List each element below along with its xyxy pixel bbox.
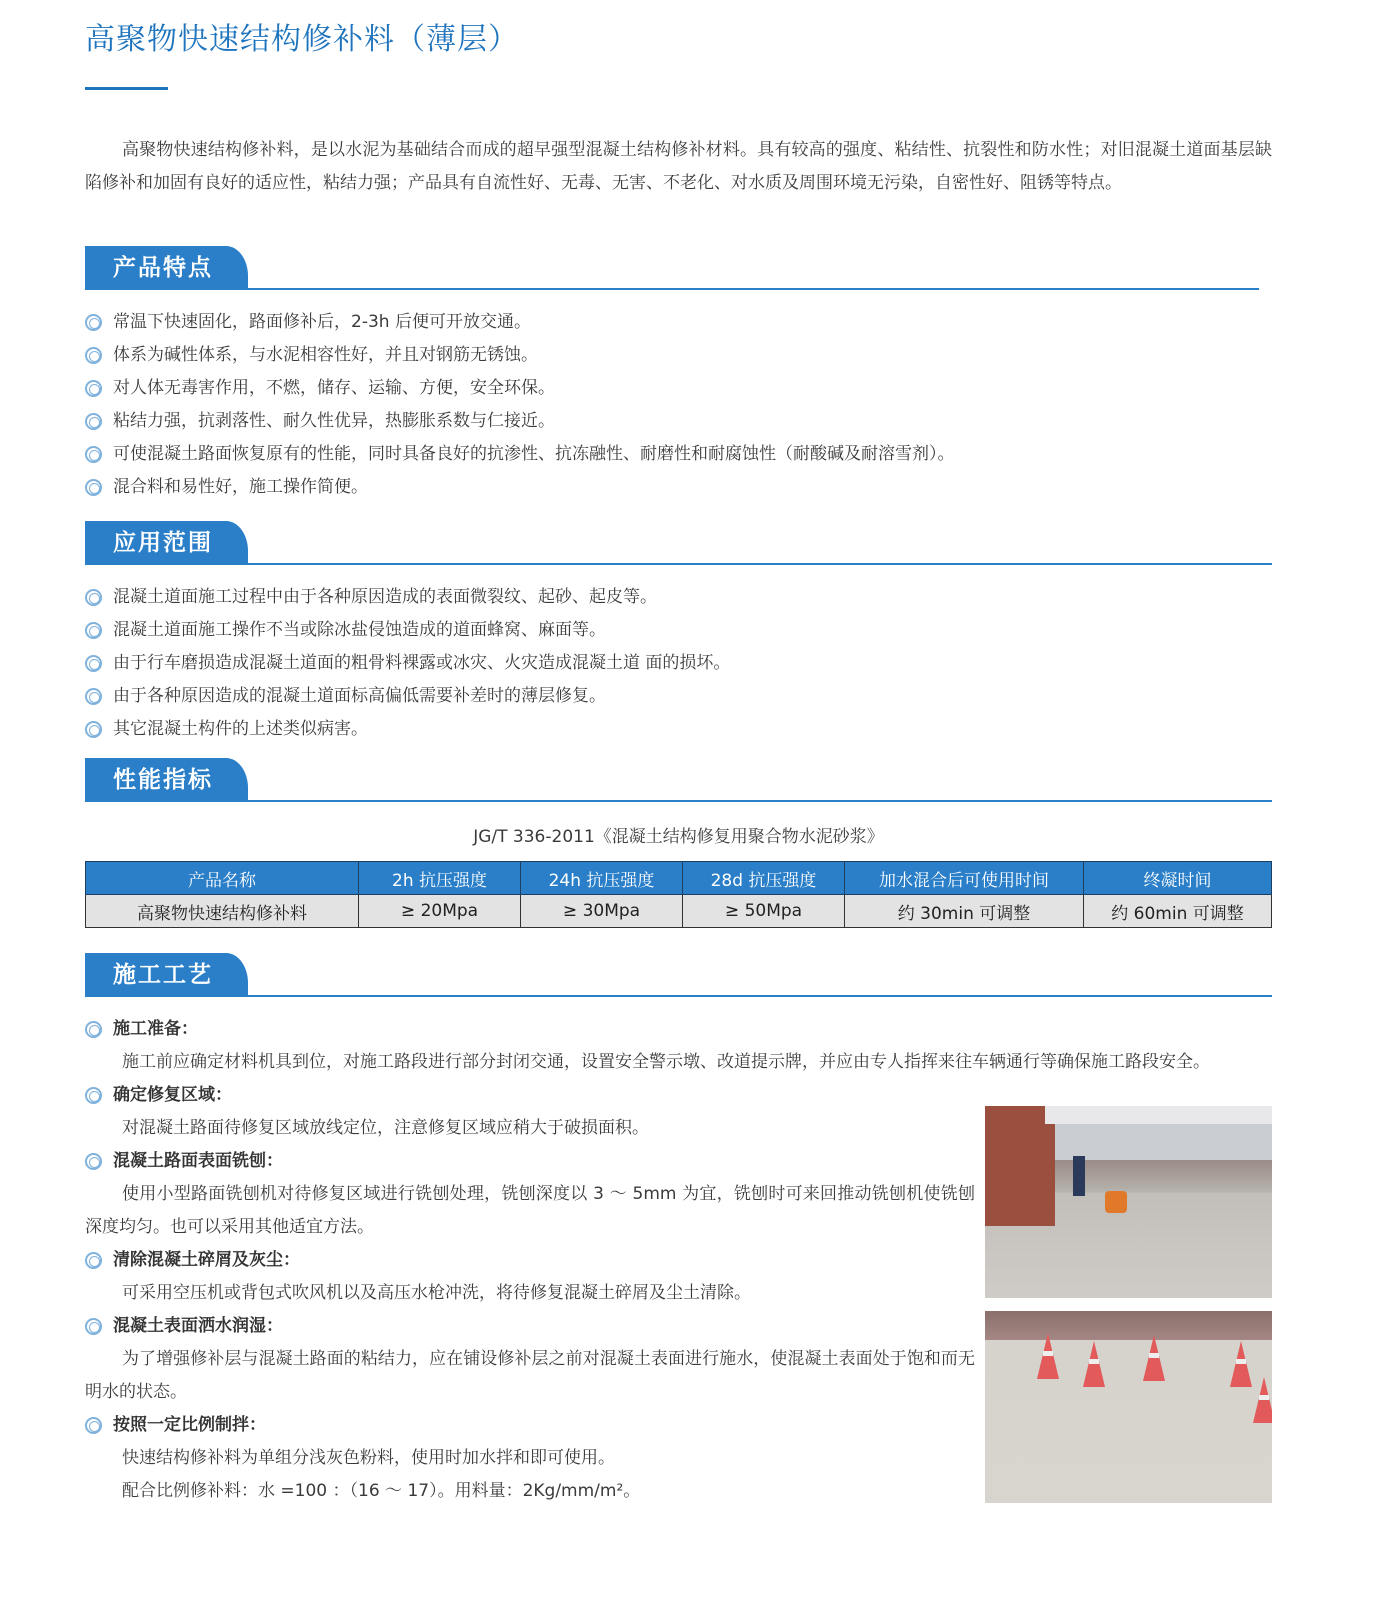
canopy-shape [1045, 1106, 1272, 1124]
step-title-text: 按照一定比例制拌： [113, 1415, 266, 1435]
list-item [85, 372, 1272, 405]
circle-bullet-icon [85, 1318, 102, 1335]
list-item [85, 438, 1272, 471]
step-title-text: 清除混凝土碎屑及灰尘： [113, 1250, 300, 1270]
circle-bullet-icon [85, 1153, 102, 1170]
column-header: 产品名称 [86, 862, 359, 895]
performance-section [85, 758, 1272, 928]
circle-bullet-icon [85, 380, 102, 397]
circle-bullet-icon [85, 655, 102, 672]
circle-bullet-icon [85, 1087, 102, 1104]
step-title-text: 确定修复区域： [113, 1085, 232, 1105]
step-description: 使用小型路面铣刨机对待修复区域进行铣刨处理，铣刨深度以 3 ～ 5mm 为宜，铣刨时可来回推动铣刨机使铣刨深度均匀。也可以采用其他适宜方法。 [85, 1184, 975, 1237]
scope-list [85, 581, 1272, 746]
column-header: 终凝时间 [1084, 862, 1272, 895]
list-item [85, 339, 1272, 372]
section-title: 性能指标 [85, 758, 248, 802]
list-item-text: 由于各种原因造成的混凝土道面标高偏低需要补差时的薄层修复。 [113, 686, 606, 706]
circle-bullet-icon [85, 314, 102, 331]
step-description: 快速结构修补料为单组分浅灰色粉料，使用时加水拌和即可使用。 [122, 1448, 615, 1468]
table-cell: 高聚物快速结构修补料 [86, 895, 359, 928]
section-title: 应用范围 [85, 521, 248, 565]
step-description: 对混凝土路面待修复区域放线定位，注意修复区域应稍大于破损面积。 [122, 1118, 649, 1138]
section-header [85, 953, 1272, 997]
list-item [85, 581, 1272, 614]
list-item-text: 由于行车磨损造成混凝土道面的粗骨料裸露或冰灾、火灾造成混凝土道 面的损坏。 [113, 653, 731, 673]
circle-bullet-icon [85, 688, 102, 705]
section-title: 产品特点 [85, 246, 248, 290]
list-item-text: 对人体无毒害作用，不燃，储存、运输、方便，安全环保。 [113, 378, 555, 398]
circle-bullet-icon [85, 721, 102, 738]
step-title [85, 1013, 1272, 1046]
table-cell: 约 30min 可调整 [845, 895, 1084, 928]
step-title-text: 施工准备： [113, 1019, 198, 1039]
list-item-text: 粘结力强，抗剥落性、耐久性优异，热膨胀系数与仁接近。 [113, 411, 555, 431]
table-header-row [86, 862, 1272, 895]
column-header: 28d 抗压强度 [683, 862, 845, 895]
circle-bullet-icon [85, 479, 102, 496]
list-item [85, 647, 1272, 680]
circle-bullet-icon [85, 1021, 102, 1038]
list-item-text: 体系为碱性体系，与水泥相容性好，并且对钢筋无锈蚀。 [113, 345, 538, 365]
circle-bullet-icon [85, 413, 102, 430]
construction-photo-workers [985, 1106, 1272, 1298]
features-list [85, 306, 1272, 504]
list-item-text: 可使混凝土路面恢复原有的性能，同时具备良好的抗渗性、抗冻融性、耐磨性和耐腐蚀性（耐酸碱及耐溶雪剂）。 [113, 444, 955, 464]
step-description: 配合比例修补料：水 =100 ：（16 ～ 17）。用料量：2Kg/mm/m²。 [122, 1481, 641, 1501]
column-header: 加水混合后可使用时间 [845, 862, 1084, 895]
circle-bullet-icon [85, 347, 102, 364]
list-item [85, 471, 1272, 504]
list-item [85, 614, 1272, 647]
column-header: 2h 抗压强度 [359, 862, 521, 895]
table-cell: ≥ 30Mpa [521, 895, 683, 928]
table-cell: ≥ 50Mpa [683, 895, 845, 928]
step-title [85, 1244, 975, 1277]
building-shape [985, 1106, 1055, 1226]
list-item-text: 其它混凝土构件的上述类似病害。 [113, 719, 368, 739]
step-description: 可采用空压机或背包式吹风机以及高压水枪冲洗，将待修复混凝土碎屑及尘土清除。 [122, 1283, 751, 1303]
list-item-text: 常温下快速固化，路面修补后，2-3h 后便可开放交通。 [113, 312, 531, 332]
column-header: 24h 抗压强度 [521, 862, 683, 895]
step-title [85, 1079, 975, 1112]
circle-bullet-icon [85, 1417, 102, 1434]
features-section [85, 246, 1272, 504]
circle-bullet-icon [85, 589, 102, 606]
section-header [85, 758, 1272, 802]
list-item-text: 混凝土道面施工过程中由于各种原因造成的表面微裂纹、起砂、起皮等。 [113, 587, 657, 607]
section-header [85, 521, 1272, 565]
step-title [85, 1310, 975, 1343]
table-cell: 约 60min 可调整 [1084, 895, 1272, 928]
scope-section [85, 521, 1272, 746]
circle-bullet-icon [85, 446, 102, 463]
list-item [85, 405, 1272, 438]
intro-paragraph: 高聚物快速结构修补料，是以水泥为基础结合而成的超早强型混凝土结构修补材料。具有较高的强度、粘结性、抗裂性和防水性；对旧混凝土道面基层缺陷修补和加固有良好的适应性，粘结力强；产品具有自流性好、无毒、无害、不老化、对水质及周围环境无污染，自密性好、阻锈等特点。 [85, 140, 1272, 193]
list-item-text: 混合料和易性好，施工操作简便。 [113, 477, 368, 497]
section-header [85, 246, 1259, 290]
step-title [85, 1145, 975, 1178]
construction-photo-cones [985, 1311, 1272, 1503]
performance-table [85, 861, 1272, 928]
standard-caption: JG/T 336-2011《混凝土结构修复用聚合物水泥砂浆》 [473, 827, 884, 847]
list-item [85, 713, 1272, 746]
step-title-text: 混凝土表面洒水润湿： [113, 1316, 283, 1336]
section-title: 施工工艺 [85, 953, 248, 997]
list-item [85, 306, 1272, 339]
circle-bullet-icon [85, 622, 102, 639]
step-description: 施工前应确定材料机具到位，对施工路段进行部分封闭交通，设置安全警示墩、改道提示牌，并应由专人指挥来往车辆通行等确保施工路段安全。 [122, 1052, 1210, 1072]
list-item [85, 680, 1272, 713]
step-description: 为了增强修补层与混凝土路面的粘结力，应在铺设修补层之前对混凝土表面进行施水，使混凝土表面处于饱和而无明水的状态。 [85, 1349, 975, 1402]
table-cell: ≥ 20Mpa [359, 895, 521, 928]
table-row [86, 895, 1272, 928]
step-title [85, 1409, 975, 1442]
title-underline [85, 87, 168, 90]
list-item-text: 混凝土道面施工操作不当或除冰盐侵蚀造成的道面蜂窝、麻面等。 [113, 620, 606, 640]
circle-bullet-icon [85, 1252, 102, 1269]
step-title-text: 混凝土路面表面铣刨： [113, 1151, 283, 1171]
page-title: 高聚物快速结构修补料（薄层） [85, 22, 519, 57]
